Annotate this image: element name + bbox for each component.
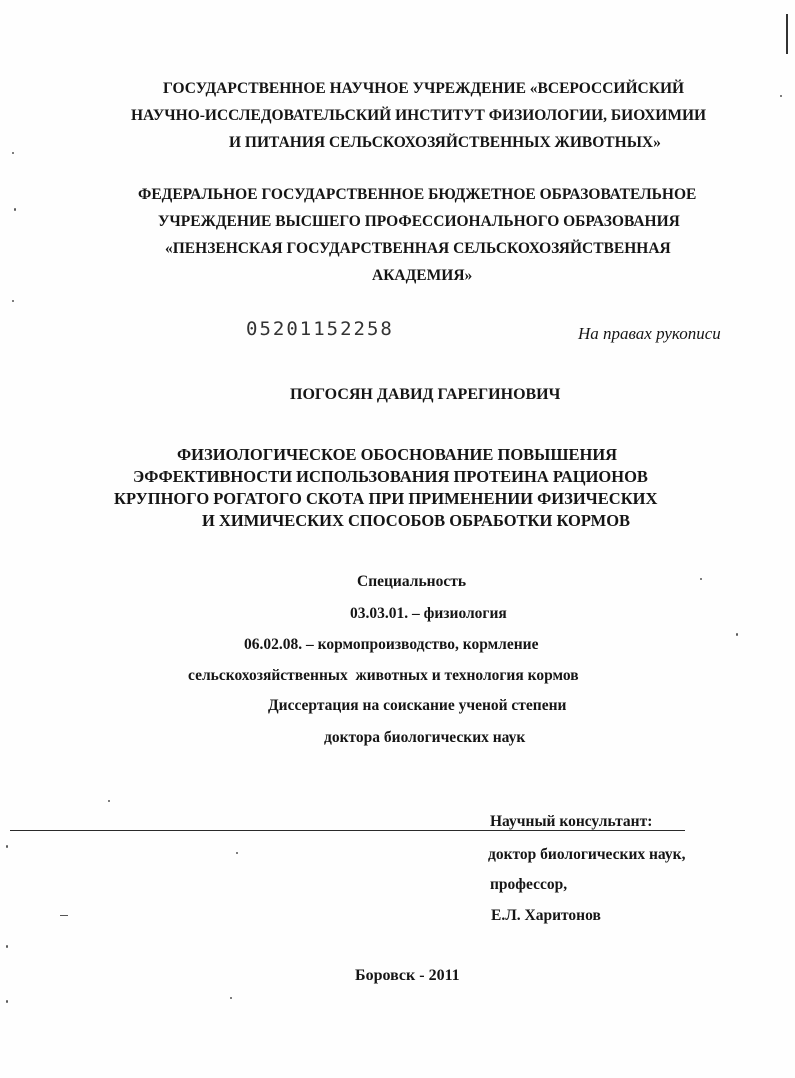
specialty-code-1: 03.03.01. – физиология: [350, 605, 507, 622]
institution-2-line-3: «ПЕНЗЕНСКАЯ ГОСУДАРСТВЕННАЯ СЕЛЬСКОХОЗЯЙСТВЕННАЯ: [165, 240, 671, 257]
scan-speck: [700, 578, 702, 580]
degree-line-1: Диссертация на соискание ученой степени: [268, 697, 567, 714]
consultant-degree: доктор биологических наук,: [488, 846, 686, 863]
city-year: Боровск - 2011: [355, 967, 460, 984]
consultant-name: Е.Л. Харитонов: [491, 907, 601, 924]
institution-1-line-1: ГОСУДАРСТВЕННОЕ НАУЧНОЕ УЧРЕЖДЕНИЕ «ВСЕРОССИЙСКИЙ: [163, 80, 685, 97]
scan-speck: [12, 300, 14, 302]
institution-2-line-2: УЧРЕЖДЕНИЕ ВЫСШЕГО ПРОФЕССИОНАЛЬНОГО ОБРАЗОВАНИЯ: [158, 213, 680, 230]
consultant-title: профессор,: [490, 876, 568, 893]
degree-line-2: доктора биологических наук: [324, 729, 526, 746]
manuscript-rights: На правах рукописи: [578, 324, 721, 343]
specialty-label: Специальность: [357, 573, 467, 590]
scan-speck: [230, 997, 232, 999]
institution-2-line-1: ФЕДЕРАЛЬНОЕ ГОСУДАРСТВЕННОЕ БЮДЖЕТНОЕ ОБРАЗОВАТЕЛЬНОЕ: [138, 186, 697, 203]
scan-speck: [108, 800, 110, 802]
title-line-2: ЭФФЕКТИВНОСТИ ИСПОЛЬЗОВАНИЯ ПРОТЕИНА РАЦИОНОВ: [133, 467, 648, 486]
scan-speck: [6, 945, 8, 948]
specialty-code-2-line-1: 06.02.08. – кормопроизводство, кормление: [244, 636, 539, 653]
scan-speck: [6, 845, 8, 848]
scan-speck: [6, 1000, 8, 1003]
institution-2-line-4: АКАДЕМИЯ»: [372, 267, 473, 284]
scan-speck: [236, 852, 238, 854]
author-name: ПОГОСЯН ДАВИД ГАРЕГИНОВИЧ: [290, 386, 561, 403]
title-line-1: ФИЗИОЛОГИЧЕСКОЕ ОБОСНОВАНИЕ ПОВЫШЕНИЯ: [177, 445, 618, 464]
consultant-label: Научный консультант:: [490, 813, 653, 830]
scan-speck: [14, 208, 16, 211]
title-line-4: И ХИМИЧЕСКИХ СПОСОБОВ ОБРАБОТКИ КОРМОВ: [202, 511, 631, 530]
institution-1-line-3: И ПИТАНИЯ СЕЛЬСКОХОЗЯЙСТВЕННЫХ ЖИВОТНЫХ»: [229, 134, 661, 151]
scan-speck: [736, 633, 738, 636]
institution-1-line-2: НАУЧНО-ИССЛЕДОВАТЕЛЬСКИЙ ИНСТИТУТ ФИЗИОЛОГИИ, БИОХИМИИ: [131, 107, 707, 124]
scan-margin-mark: [786, 14, 788, 54]
scan-speck: [780, 95, 782, 97]
specialty-code-2-line-2: сельскохозяйственных животных и технология кормов: [188, 667, 579, 684]
scan-speck: [60, 915, 68, 916]
catalog-number: 05201152258: [246, 318, 394, 340]
scan-speck: [12, 152, 14, 154]
title-line-3: КРУПНОГО РОГАТОГО СКОТА ПРИ ПРИМЕНЕНИИ ФИЗИЧЕСКИХ: [114, 489, 658, 508]
